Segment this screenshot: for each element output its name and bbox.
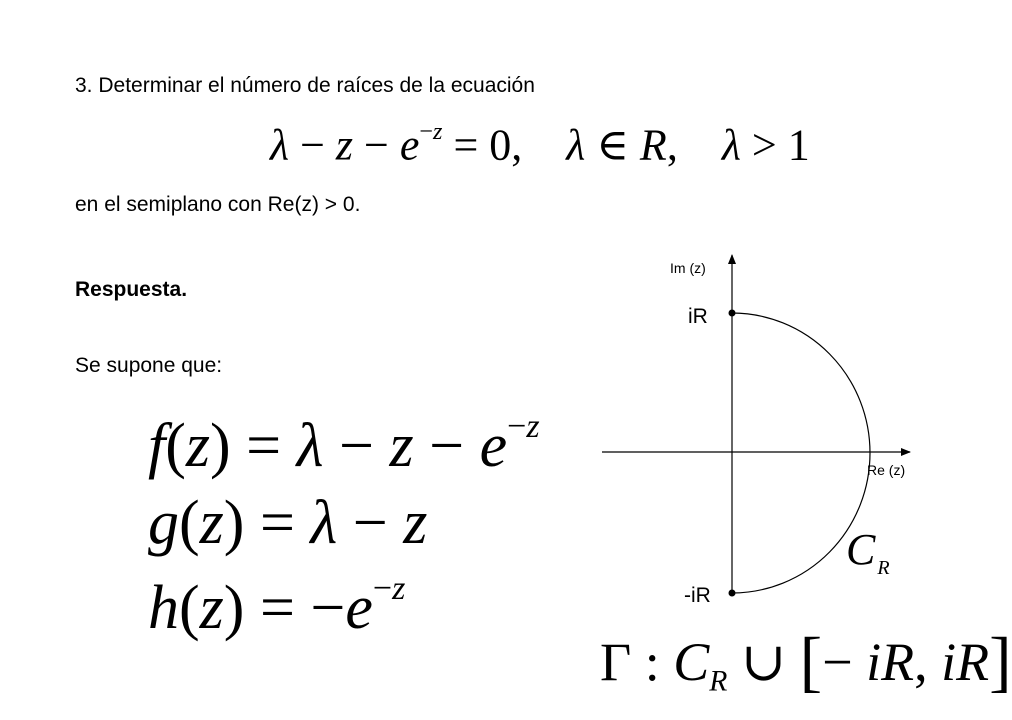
equation-g: g(z) = λ − z (148, 489, 428, 557)
equation-h: $h(z) = -e^{-z}$ (148, 570, 406, 642)
region-text: en el semiplano con Re(z) > 0. (75, 193, 361, 216)
re-axis-label: Re (z) (867, 462, 906, 478)
point-minus-ir (729, 590, 736, 597)
answer-intro: Se supone que: (75, 354, 223, 377)
im-axis-label: Im (z) (670, 260, 706, 276)
contour-label (846, 525, 890, 579)
answer-heading: Respuesta. (75, 278, 188, 301)
problem-title: 3. Determinar el número de raíces de la ecuación (75, 74, 535, 97)
point-ir (729, 310, 736, 317)
contour-subscript: R (877, 557, 890, 579)
minus-ir-label: -iR (684, 584, 711, 607)
contour-definition: Γ : $C_R$ ∪ [− iR, iR] (600, 624, 1012, 699)
ir-label: iR (688, 305, 708, 328)
equation-f: $f(z) = \lambda - z - e^{-z}$ (148, 408, 540, 480)
main-equation: $\lambda - z - e^{-z} = 0$, λ ∈ R, λ > 1 (270, 118, 810, 170)
contour-letter: C (846, 525, 876, 574)
